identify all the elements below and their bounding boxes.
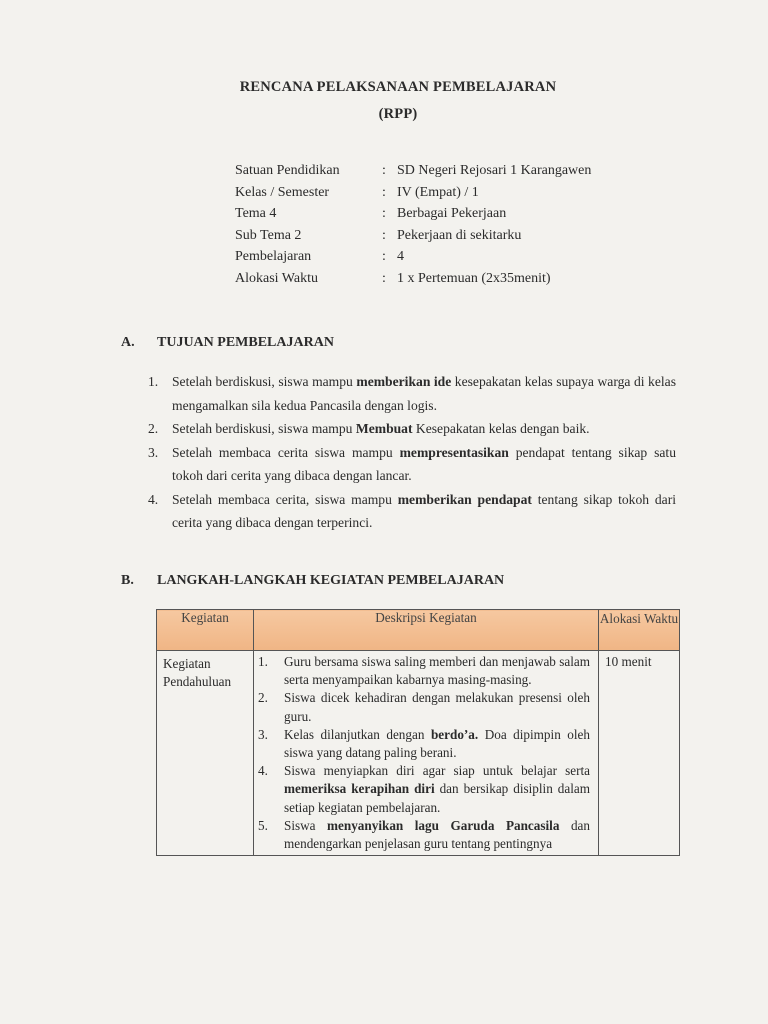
document-subtitle: (RPP) xyxy=(378,106,418,122)
identity-value: Pekerjaan di sekitarku xyxy=(397,227,522,243)
step-item: 1. Guru bersama siswa saling memberi dan menjawab salam serta menyampaikan kabarnya masing-masing. xyxy=(258,654,590,688)
identity-value: 4 xyxy=(397,249,404,265)
identity-row: Satuan Pendidikan : SD Negeri Rejosari 1 Karangawen xyxy=(235,163,591,185)
objectives-list xyxy=(148,370,676,535)
table-row xyxy=(157,651,680,856)
identity-value: 1 x Pertemuan (2x35menit) xyxy=(397,270,551,286)
identity-row: Pembelajaran : 4 xyxy=(235,249,591,271)
cell-alokasi-waktu: 10 menit xyxy=(599,651,680,856)
identity-label: Sub Tema 2 xyxy=(235,227,302,243)
list-item: 1. Setelah berdiskusi, siswa mampu memberikan ide kesepakatan kelas supaya warga di kelas mengamalkan sila kedua Pancasila dengan logis. xyxy=(148,374,676,413)
identity-value: IV (Empat) / 1 xyxy=(397,184,479,200)
identity-label: Satuan Pendidikan xyxy=(235,163,340,178)
step-item: 5. Siswa menyanyikan lagu Garuda Pancasila dan mendengarkan penjelasan guru tentang pentingnya xyxy=(258,817,590,852)
cell-deskripsi xyxy=(254,651,599,856)
header-deskripsi: Deskripsi Kegiatan xyxy=(254,610,599,651)
cell-kegiatan: Kegiatan Pendahuluan xyxy=(157,651,254,856)
identity-label: Kelas / Semester xyxy=(235,184,330,200)
header-alokasi: Alokasi Waktu xyxy=(599,610,680,651)
table-header-row xyxy=(157,610,680,651)
identity-value: SD Negeri Rejosari 1 Karangawen xyxy=(397,163,592,178)
identity-row: Tema 4 : Berbagai Pekerjaan xyxy=(235,206,591,228)
identity-label: Tema 4 xyxy=(235,206,277,222)
document-title: RENCANA PELAKSANAAN PEMBELAJARAN xyxy=(239,79,557,95)
step-item: 4. Siswa menyiapkan diri agar siap untuk belajar serta memeriksa kerapihan diri dan bersikap disiplin dalam setiap kegiatan pembelajaran. xyxy=(258,763,590,815)
identity-value: Berbagai Pekerjaan xyxy=(397,206,507,222)
section-b-heading: B. LANGKAH-LANGKAH KEGIATAN PEMBELAJARAN xyxy=(121,573,505,588)
list-item: 3. Setelah membaca cerita siswa mampu mempresentasikan pendapat tentang sikap satu tokoh dari cerita yang dibaca dengan lancar. xyxy=(148,444,676,483)
activities-table xyxy=(156,609,680,856)
step-item: 3. Kelas dilanjutkan dengan berdo’a. Doa dipimpin oleh siswa yang datang paling berani. xyxy=(258,726,590,761)
identity-row: Alokasi Waktu : 1 x Pertemuan (2x35menit) xyxy=(235,271,591,293)
identity-row: Sub Tema 2 : Pekerjaan di sekitarku xyxy=(235,228,591,250)
header-kegiatan: Kegiatan xyxy=(157,610,254,651)
identity-row: Kelas / Semester : IV (Empat) / 1 xyxy=(235,185,591,207)
step-item: 2. Siswa dicek kehadiran dengan melakukan presensi oleh guru. xyxy=(258,690,590,724)
list-item: 4. Setelah membaca cerita, siswa mampu memberikan pendapat tentang sikap tokoh dari cerita yang dibaca dengan terperinci. xyxy=(148,491,676,530)
section-a-heading: A. TUJUAN PEMBELAJARAN xyxy=(121,335,334,350)
list-item: 2. Setelah berdiskusi, siswa mampu Membuat Kesepakatan kelas dengan baik. xyxy=(148,421,590,436)
identity-label: Pembelajaran xyxy=(235,249,312,265)
identity-block xyxy=(235,163,591,293)
identity-label: Alokasi Waktu xyxy=(235,270,318,286)
